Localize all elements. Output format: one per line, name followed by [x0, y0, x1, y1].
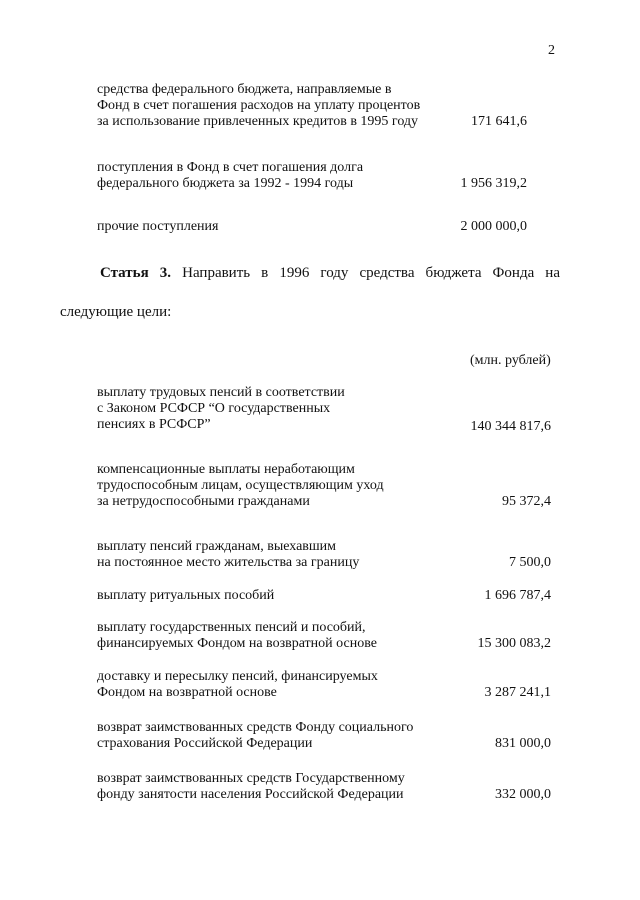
- item-amount: 7 500,0: [509, 555, 551, 570]
- item-amount: 95 372,4: [502, 494, 551, 509]
- item-amount: 171 641,6: [471, 114, 527, 129]
- item-description: [97, 720, 477, 752]
- description-line: за использование привлеченных кредитов в 1995 году: [97, 114, 419, 129]
- item-description: [97, 539, 477, 571]
- item-description: [97, 82, 477, 130]
- units-label: (млн. рублей): [470, 353, 551, 368]
- item-amount: 1 956 319,2: [460, 176, 527, 191]
- description-line: на постоянное место жительства за границу: [97, 555, 360, 570]
- description-line: выплату государственных пенсий и пособий,: [97, 620, 366, 635]
- item-amount: 1 696 787,4: [484, 588, 551, 603]
- item-description: [97, 160, 477, 192]
- description-line: фонду занятости населения Российской Федерации: [97, 787, 404, 802]
- description-line: страхования Российской Федерации: [97, 736, 313, 751]
- item-amount: 15 300 083,2: [477, 636, 551, 651]
- item-description: [97, 462, 477, 510]
- item-amount: 831 000,0: [495, 736, 551, 751]
- description-line: Фондом на возвратной основе: [97, 685, 277, 700]
- item-amount: 3 287 241,1: [484, 685, 551, 700]
- item-amount: 140 344 817,6: [470, 419, 551, 434]
- item-amount: 332 000,0: [495, 787, 551, 802]
- item-description: [97, 219, 477, 235]
- description-line: пенсиях в РСФСР”: [97, 417, 211, 432]
- article-text: Направить в 1996 году средства бюджета Фонда на: [182, 265, 560, 281]
- description-line: финансируемых Фондом на возвратной основе: [97, 636, 377, 651]
- description-line: поступления в Фонд в счет погашения долга: [97, 160, 364, 175]
- description-line: доставку и пересылку пенсий, финансируемых: [97, 669, 378, 684]
- description-line: прочие поступления: [97, 219, 219, 234]
- item-description: [97, 620, 477, 652]
- description-line: возврат заимствованных средств Государственному: [97, 771, 405, 786]
- description-line: федерального бюджета за 1992 - 1994 годы: [97, 176, 354, 191]
- item-description: [97, 588, 477, 604]
- description-line: трудоспособным лицам, осуществляющим уход: [97, 478, 384, 493]
- description-line: Фонд в счет погашения расходов на уплату процентов: [97, 98, 421, 113]
- article-paragraph: [100, 264, 560, 282]
- description-line: выплату трудовых пенсий в соответствии: [97, 385, 345, 400]
- article-label: Статья 3.: [100, 265, 172, 281]
- description-line: за нетрудоспособными гражданами: [97, 494, 310, 509]
- description-line: выплату ритуальных пособий: [97, 588, 275, 603]
- article-continuation: следующие цели:: [60, 304, 172, 320]
- description-line: возврат заимствованных средств Фонду социального: [97, 720, 414, 735]
- item-amount: 2 000 000,0: [460, 219, 527, 234]
- description-line: средства федерального бюджета, направляемые в: [97, 82, 392, 97]
- description-line: компенсационные выплаты неработающим: [97, 462, 355, 477]
- item-description: [97, 385, 477, 433]
- page-number: 2: [548, 43, 555, 58]
- description-line: выплату пенсий гражданам, выехавшим: [97, 539, 337, 554]
- item-description: [97, 669, 477, 701]
- item-description: [97, 771, 477, 803]
- description-line: с Законом РСФСР “О государственных: [97, 401, 331, 416]
